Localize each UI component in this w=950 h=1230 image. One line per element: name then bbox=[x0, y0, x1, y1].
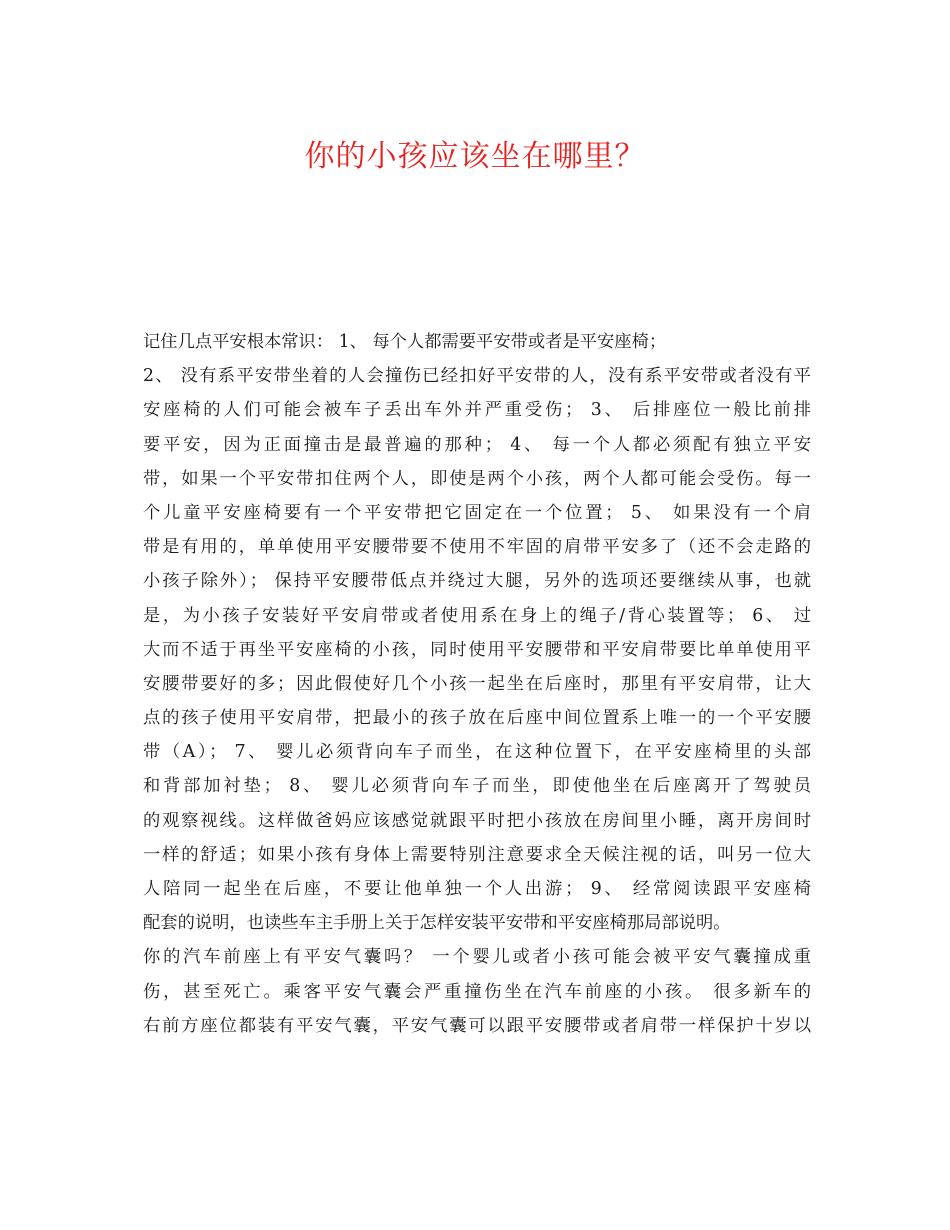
body-text-line: 你的汽车前座上有平安气囊吗？ 一个婴儿或者小孩可能会被平安气囊撞成重 bbox=[143, 947, 811, 968]
body-text-line: 右前方座位都装有平安气囊，平安气囊可以跟平安腰带或者肩带一样保护十岁以 bbox=[143, 1015, 811, 1036]
body-text-line: 带（A）； 7、 婴儿必须背向车子而坐，在这种位置下，在平安座椅里的头部 bbox=[143, 742, 811, 763]
body-text-line: 带，如果一个平安带扣住两个人，即使是两个小孩，两个人都可能会受伤。每一 bbox=[143, 468, 811, 489]
body-text-line: 记住几点平安根本常识： 1、 每个人都需要平安带或者是平安座椅； bbox=[143, 332, 667, 352]
body-text-line: 大而不适于再坐平安座椅的小孩，同时使用平安腰带和平安肩带要比单单使用平 bbox=[143, 639, 811, 660]
body-text-line: 点的孩子使用平安肩带，把最小的孩子放在后座中间位置系上唯一的一个平安腰 bbox=[143, 708, 811, 729]
document-title: 你的小孩应该坐在哪里？ bbox=[304, 139, 646, 174]
body-text-line: 个儿童平安座椅要有一个平安带把它固定在一个位置； 5、 如果没有一个肩 bbox=[143, 502, 811, 523]
body-text-line: 安座椅的人们可能会被车子丢出车外并严重受伤； 3、 后排座位一般比前排 bbox=[143, 400, 811, 421]
body-text-line: 要平安，因为正面撞击是最普遍的那种； 4、 每一个人都必须配有独立平安 bbox=[143, 434, 811, 455]
body-text-line: 带是有用的，单单使用平安腰带要不使用不牢固的肩带平安多了（还不会走路的 bbox=[143, 537, 811, 558]
body-text-line: 小孩子除外）； 保持平安腰带低点并绕过大腿，另外的选项还要继续从事，也就 bbox=[143, 571, 811, 592]
body-text-line: 配套的说明，也读些车主手册上关于怎样安装平安带和平安座椅那局部说明。 bbox=[143, 913, 731, 934]
body-text-line: 人陪同一起坐在后座，不要让他单独一个人出游； 9、 经常阅读跟平安座椅 bbox=[143, 879, 811, 899]
body-text-line: 伤，甚至死亡。乘客平安气囊会严重撞伤坐在汽车前座的小孩。 很多新车的 bbox=[143, 981, 811, 1002]
body-text-line: 是，为小孩子安装好平安肩带或者使用系在身上的绳子/背心装置等； 6、 过 bbox=[143, 605, 811, 626]
body-text-line: 的观察视线。这样做爸妈应该感觉就跟平时把小孩放在房间里小睡，离开房间时 bbox=[143, 810, 811, 831]
document-body bbox=[143, 325, 811, 1043]
body-text-line: 安腰带要好的多；因此假使好几个小孩一起坐在后座时，那里有平安肩带，让大 bbox=[143, 673, 811, 694]
body-text-line: 和背部加衬垫； 8、 婴儿必须背向车子而坐，即使他坐在后座离开了驾驶员 bbox=[143, 776, 811, 797]
body-text-line: 一样的舒适；如果小孩有身体上需要特别注意要求全天候注视的话，叫另一位大 bbox=[143, 844, 811, 865]
body-text-line: 2、 没有系平安带坐着的人会撞伤已经扣好平安带的人，没有系平安带或者没有平 bbox=[143, 366, 811, 387]
